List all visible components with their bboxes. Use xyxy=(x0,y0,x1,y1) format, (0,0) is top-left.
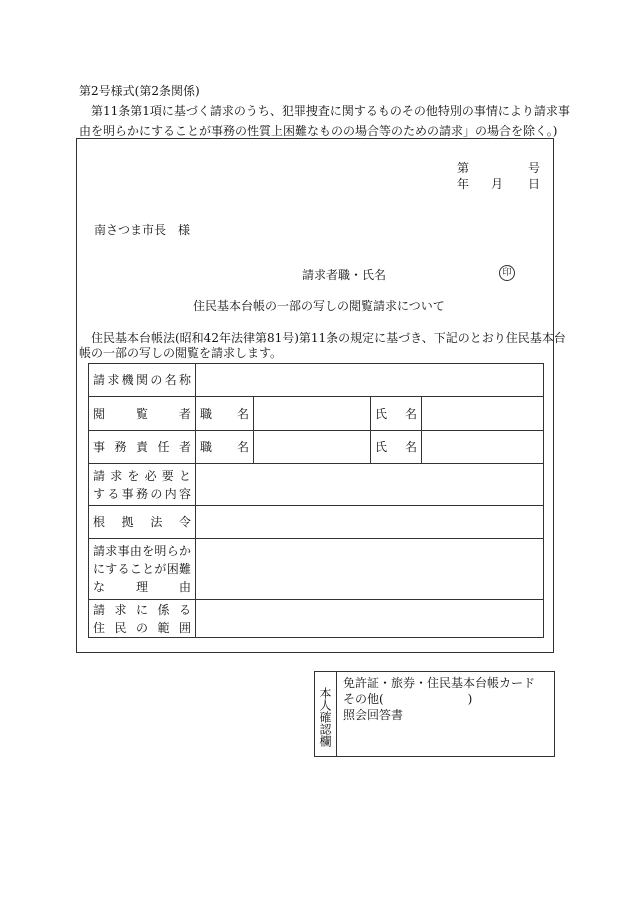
field-purpose[interactable] xyxy=(196,464,544,506)
body-line-1: 住民基本台帳法(昭和42年法律第81号)第11条の規定に基づき、下記のとおり住民基本台 xyxy=(91,331,566,345)
label-purpose-line-1: 請求を必要と xyxy=(93,468,191,483)
label-difficulty-line-1: 請求事由を明らか xyxy=(93,544,191,558)
confirm-option-documents[interactable]: 免許証・旅券・住民基本台帳カード xyxy=(343,676,536,690)
confirm-option-inquiry-reply[interactable]: 照会回答書 xyxy=(343,708,404,722)
row-agency xyxy=(89,364,544,397)
label-difficulty-line-3: な理由 xyxy=(93,580,191,594)
date-year: 年 xyxy=(457,177,470,191)
field-viewer-shoku[interactable] xyxy=(254,397,371,431)
number-dai: 第 xyxy=(457,161,470,175)
addressee: 南さつま市長 様 xyxy=(94,223,191,237)
preamble-line-2: 由を明らかにすることが事務の性質上困難なものの場合等のための請求」の場合を除く。) xyxy=(79,124,558,138)
request-table xyxy=(88,363,544,638)
label-purpose-line-2: する事務の内容 xyxy=(93,486,191,501)
label-agency-name: 請求機関の名称 xyxy=(89,364,196,397)
label-scope-line-2: 住民の範囲 xyxy=(93,620,191,635)
field-difficulty[interactable] xyxy=(196,539,544,600)
label-scope xyxy=(89,600,196,638)
identity-confirmation-options xyxy=(343,675,535,723)
label-legal-basis: 根拠法令 xyxy=(89,506,196,539)
label-viewer: 閲覧者 xyxy=(89,397,196,431)
field-legal-basis[interactable] xyxy=(196,506,544,539)
label-viewer-shoku: 職名 xyxy=(196,397,254,431)
label-purpose xyxy=(89,464,196,506)
row-legal-basis xyxy=(89,506,544,539)
label-manager-shoku: 職名 xyxy=(196,431,254,464)
preamble-line-1: 第11条第1項に基づく請求のうち、犯罪捜査に関するものその他特別の事情により請求事 xyxy=(91,104,570,118)
date-day: 日 xyxy=(528,177,541,191)
field-manager-shimei[interactable] xyxy=(422,431,544,464)
label-difficulty-line-2: にすることが困難 xyxy=(93,562,191,576)
body-line-2: 帳の一部の写しの閲覧を請求します。 xyxy=(79,346,283,360)
identity-confirmation-box xyxy=(314,671,555,757)
field-manager-shoku[interactable] xyxy=(254,431,371,464)
label-manager: 事務責任者 xyxy=(89,431,196,464)
row-scope xyxy=(89,600,544,638)
label-scope-line-1: 請求に係る xyxy=(93,602,191,617)
row-viewer xyxy=(89,397,544,431)
field-agency-name[interactable] xyxy=(196,364,544,397)
row-purpose xyxy=(89,464,544,506)
label-viewer-shimei: 氏名 xyxy=(371,397,422,431)
confirm-option-other[interactable]: その他( ) xyxy=(343,692,473,706)
date-month: 月 xyxy=(491,177,504,191)
field-scope[interactable] xyxy=(196,600,544,638)
seal-mark: 印 xyxy=(499,265,515,281)
row-manager xyxy=(89,431,544,464)
identity-confirmation-title: 本人確認欄 xyxy=(315,672,337,756)
form-title: 第2号様式(第2条関係) xyxy=(79,84,200,98)
requester-label: 請求者職・氏名 xyxy=(302,268,387,282)
number-go: 号 xyxy=(528,161,541,175)
label-manager-shimei: 氏名 xyxy=(371,431,422,464)
field-viewer-shimei[interactable] xyxy=(422,397,544,431)
label-difficulty xyxy=(89,539,196,600)
row-difficulty xyxy=(89,539,544,600)
subject-line: 住民基本台帳の一部の写しの閲覧請求について xyxy=(193,299,445,313)
